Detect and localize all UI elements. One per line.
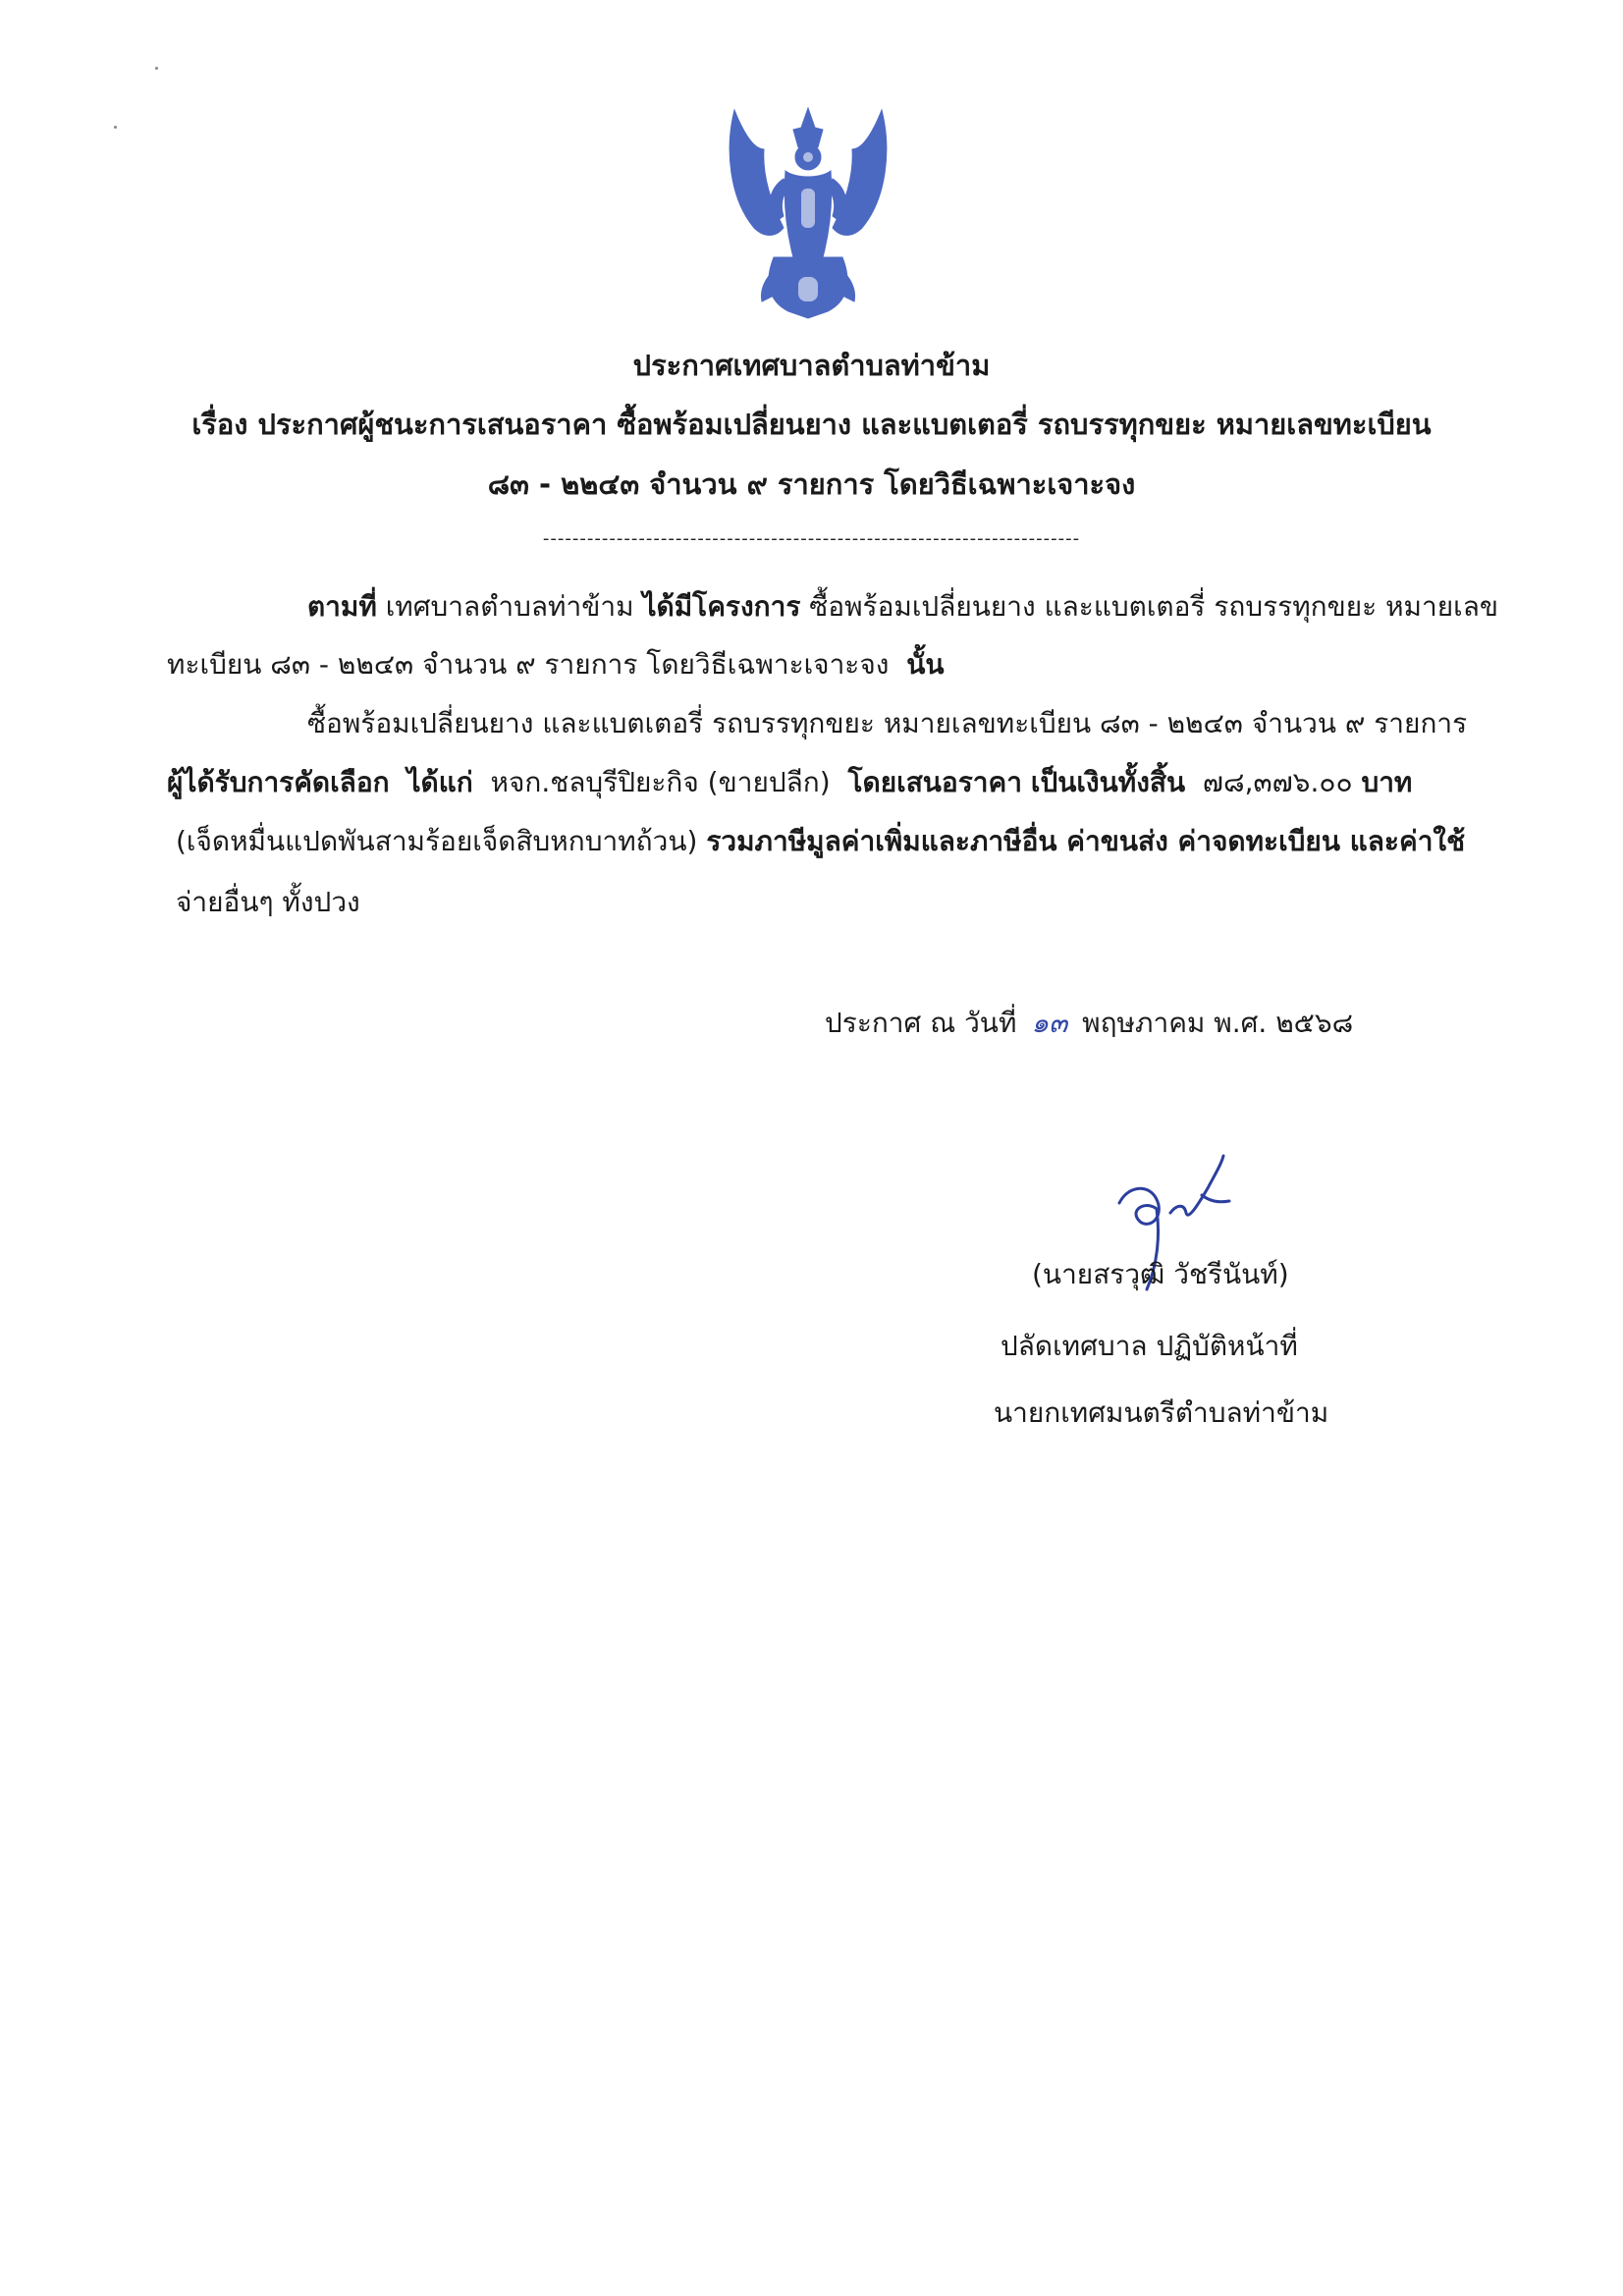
announcement-date — [825, 1004, 1353, 1043]
p1-label: ตามที่ — [307, 590, 377, 623]
p1-verb: ได้มีโครงการ — [642, 590, 801, 623]
p1-rest: ซื้อพร้อมเปลี่ยนยาง และแบตเตอรี่ รถบรรทุกขยะ หมายเลข — [809, 590, 1499, 623]
paragraph-2-line-2 — [167, 763, 1412, 802]
subject-line-2: ๘๓ - ๒๒๔๓ จำนวน ๙ รายการ โดยวิธีเฉพาะเจาะจง — [487, 467, 1136, 501]
paragraph-2-line-1: ซื้อพร้อมเปลี่ยนยาง และแบตเตอรี่ รถบรรทุกขยะ หมายเลขทะเบียน ๘๓ - ๒๒๔๓ จำนวน ๙ รายการ — [307, 707, 1468, 739]
subject-label: เรื่อง — [191, 408, 248, 441]
subject-line-1 — [0, 405, 1623, 444]
date-day: ๑๓ — [1031, 1007, 1068, 1039]
winner-name: หจก.ชลบุรีปิยะกิจ (ขายปลีก) — [490, 766, 831, 798]
p1-org: เทศบาลตำบลท่าข้าม — [385, 590, 634, 623]
amount-words: (เจ็ดหมื่นแปดพันสามร้อยเจ็ดสิบหกบาทถ้วน) — [176, 825, 698, 857]
signatory-position-2: นายกเทศมนตรีตำบลท่าข้าม — [994, 1396, 1329, 1429]
winner-label: ผู้ได้รับการคัดเลือก — [167, 766, 390, 798]
separator-line: ------------------------------------------------------------------------- — [542, 528, 1081, 549]
scan-speck — [155, 67, 158, 70]
paragraph-1-line-1 — [307, 587, 1498, 627]
paragraph-2-line-3 — [176, 822, 1465, 861]
paragraph-2-line-4: จ่ายอื่นๆ ทั้งปวง — [176, 886, 360, 918]
p1-end: นั้น — [906, 648, 945, 681]
scan-speck — [114, 126, 117, 129]
date-month-year: พฤษภาคม พ.ศ. ๒๕๖๘ — [1082, 1007, 1354, 1039]
total-label: เป็นเงินทั้งสิ้น — [1030, 766, 1186, 798]
winner-verb: ได้แก่ — [406, 766, 473, 798]
total-amount: ๗๘,๓๗๖.๐๐ — [1202, 766, 1353, 798]
date-label: ประกาศ ณ วันที่ — [825, 1007, 1017, 1039]
p1-line2: ทะเบียน ๘๓ - ๒๒๔๓ จำนวน ๙ รายการ โดยวิธีเฉพาะเจาะจง — [167, 648, 890, 681]
tax-note: รวมภาษีมูลค่าเพิ่มและภาษีอื่น ค่าขนส่ง ค่าจดทะเบียน และค่าใช้ — [706, 825, 1466, 857]
signatory-name: (นายสรวุฒิ วัชรีนันท์) — [1032, 1258, 1289, 1290]
price-label: โดยเสนอราคา — [847, 766, 1022, 798]
garuda-emblem-icon — [715, 90, 901, 331]
announcement-title: ประกาศเทศบาลตำบลท่าข้าม — [632, 349, 991, 382]
currency-label: บาท — [1361, 766, 1413, 798]
subject-text-1: ประกาศผู้ชนะการเสนอราคา ซื้อพร้อมเปลี่ยนยาง และแบตเตอรี่ รถบรรทุกขยะ หมายเลขทะเบียน — [257, 408, 1432, 441]
signatory-position-1: ปลัดเทศบาล ปฏิบัติหน้าที่ — [1001, 1330, 1298, 1362]
paragraph-1-line-2 — [167, 645, 945, 684]
